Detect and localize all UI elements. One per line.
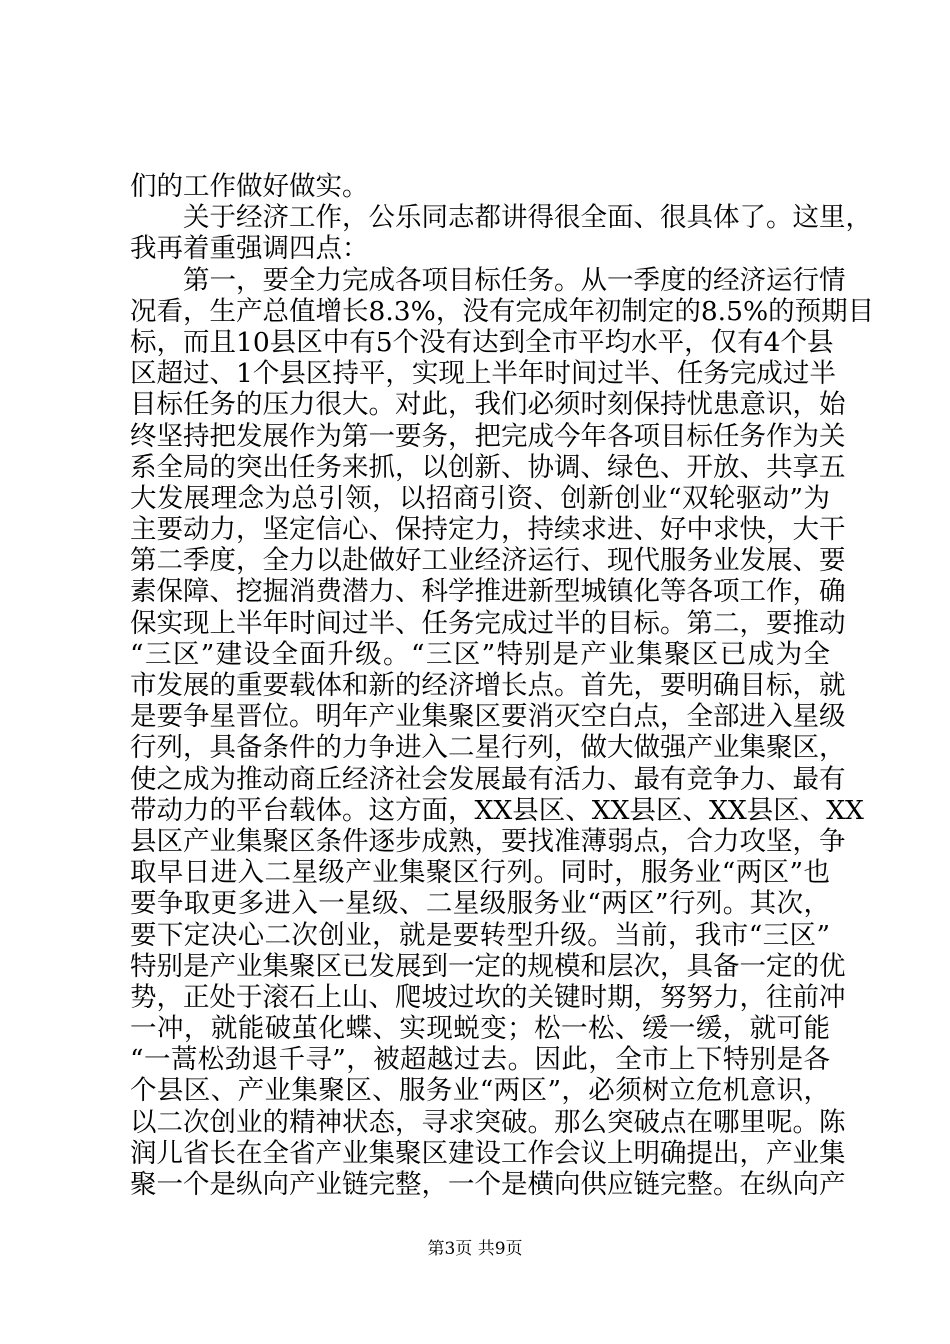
text-line: 个县区、产业集聚区、服务业“两区”，必须树立危机意识，	[130, 1075, 830, 1107]
text-line: 以二次创业的精神状态，寻求突破。那么突破点在哪里呢。陈	[130, 1106, 846, 1138]
text-line: 保实现上半年时间过半、任务完成过半的目标。第二，要推动	[130, 607, 846, 639]
text-line: 是要争星晋位。明年产业集聚区要消灭空白点，全部进入星级	[130, 701, 846, 733]
text-line: 终坚持把发展作为第一要务，把完成今年各项目标任务作为关	[130, 420, 846, 452]
text-line: 标，而且10县区中有5个没有达到全市平均水平，仅有4个县	[130, 326, 834, 358]
text-line: 目标任务的压力很大。对此，我们必须时刻保持忧患意识，始	[130, 389, 846, 421]
text-line: 带动力的平台载体。这方面，XX县区、XX县区、XX县区、XX	[130, 794, 864, 826]
text-line: 要下定决心二次创业，就是要转型升级。当前，我市“三区”	[130, 919, 830, 951]
text-line: 第一，要全力完成各项目标任务。从一季度的经济运行情	[183, 264, 846, 296]
text-line: 要争取更多进入一星级、二星级服务业“两区”行列。其次，	[130, 888, 830, 920]
text-line: 主要动力，坚定信心、保持定力，持续求进、好中求快，大干	[130, 514, 846, 546]
text-line: 区超过、1个县区持平，实现上半年时间过半、任务完成过半	[130, 358, 836, 390]
text-line: 行列，具备条件的力争进入二星行列，做大做强产业集聚区，	[130, 732, 846, 764]
text-line: 我再着重强调四点：	[130, 233, 369, 265]
text-line: 况看，生产总值增长8.3%，没有完成年初制定的8.5%的预期目	[130, 295, 875, 327]
text-line: 关于经济工作，公乐同志都讲得很全面、很具体了。这里，	[183, 202, 872, 234]
text-line: 大发展理念为总引领，以招商引资、创新创业“双轮驱动”为	[130, 482, 830, 514]
text-line: 聚一个是纵向产业链完整，一个是横向供应链完整。在纵向产	[130, 1169, 846, 1200]
text-line: 特别是产业集聚区已发展到一定的规模和层次，具备一定的优	[130, 950, 846, 982]
text-line: 第二季度，全力以赴做好工业经济运行、现代服务业发展、要	[130, 545, 846, 577]
text-line: 使之成为推动商丘经济社会发展最有活力、最有竞争力、最有	[130, 763, 846, 795]
text-line: 们的工作做好做实。	[130, 171, 369, 202]
text-line: “三区”建设全面升级。“三区”特别是产业集聚区已成为全	[130, 638, 830, 670]
text-line: 取早日进入二星级产业集聚区行列。同时，服务业“两区”也	[130, 857, 830, 889]
text-line: 系全局的突出任务来抓，以创新、协调、绿色、开放、共享五	[130, 451, 846, 483]
text-line: 润儿省长在全省产业集聚区建设工作会议上明确提出，产业集	[130, 1137, 846, 1169]
text-line: 一冲，就能破茧化蝶、实现蜕变；松一松、缓一缓，就可能	[130, 1013, 830, 1045]
page-number-footer: 第3页 共9页	[427, 1239, 523, 1259]
text-line: 素保障、挖掘消费潜力、科学推进新型城镇化等各项工作，确	[130, 576, 846, 608]
text-line: 县区产业集聚区条件逐步成熟，要找准薄弱点，合力攻坚，争	[130, 825, 846, 857]
text-line: “一蒿松劲退千寻”，被超越过去。因此，全市上下特别是各	[130, 1044, 830, 1076]
text-line: 势，正处于滚石上山、爬坡过坎的关键时期，努努力，往前冲	[130, 981, 846, 1013]
document-body	[130, 171, 875, 1200]
text-line: 市发展的重要载体和新的经济增长点。首先，要明确目标，就	[130, 670, 846, 701]
